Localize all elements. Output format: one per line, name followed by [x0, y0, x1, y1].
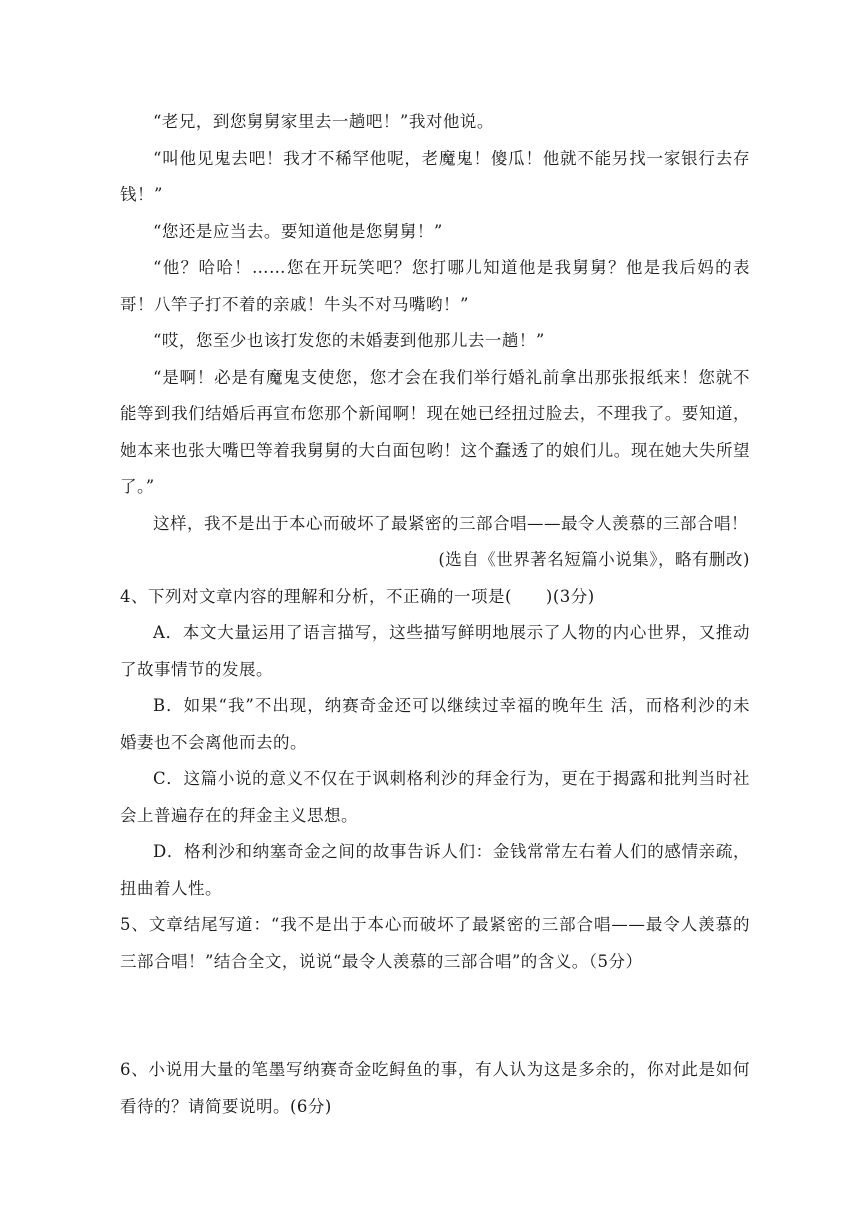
answer-space-5	[120, 980, 750, 1052]
story-paragraph-3: “您还是应当去。要知道他是您舅舅！”	[153, 221, 443, 241]
question-6-title: 6、小说用大量的笔墨写纳赛奇金吃鲟鱼的事，有人认为这是多余的，你对此是如何看待的？请简要说明。(6分)	[120, 1060, 750, 1116]
question-4-option-b: B．如果“我”不出现，纳赛奇金还可以继续过幸福的晚年生 活，而格利沙的未婚妻也不会离他而去的。	[120, 696, 750, 752]
question-4-title: 4、下列对文章内容的理解和分析，不正确的一项是( )(3分)	[120, 586, 595, 606]
story-paragraph-4: “他？哈哈！……您在开玩笑吧？您打哪儿知道他是我舅舅？他是我后妈的表哥！八竿子打不着的亲戚！牛头不对马嘴哟！”	[120, 258, 750, 314]
story-paragraph-5: “哎，您至少也该打发您的未婚妻到他那儿去一趟！”	[153, 331, 545, 350]
question-4-option-c: C．这篇小说的意义不仅在于讽刺格利沙的拜金行为，更在于揭露和批判当时社会上普遍存在的拜金主义思想。	[120, 769, 750, 825]
story-source: (选自《世界著名短篇小说集》，略有删改)	[438, 550, 750, 569]
story-paragraph-1: “老兄，到您舅舅家里去一趟吧！”我对他说。	[153, 112, 494, 131]
question-4-option-a: A．本文大量运用了语言描写，这些描写鲜明地展示了人物的内心世界，又推动了故事情节的发展。	[120, 623, 750, 679]
question-5-title: 5、文章结尾写道：“我不是出于本心而破坏了最紧密的三部合唱——最令人羡慕的三部合唱！”结合全文，说说“最令人羡慕的三部合唱”的含义。（5分）	[120, 915, 750, 971]
question-4	[120, 579, 750, 908]
question-5	[120, 907, 750, 980]
question-4-option-d: D．格利沙和纳塞奇金之间的故事告诉人们：金钱常常左右着人们的感情亲疏，扭曲着人性。	[120, 842, 750, 898]
question-6	[120, 1052, 750, 1125]
story-paragraph-2: “叫他见鬼去吧！我才不稀罕他呢，老魔鬼！傻瓜！他就不能另找一家银行去存钱！”	[120, 148, 750, 204]
story-paragraph-7: 这样，我不是出于本心而破坏了最紧密的三部合唱——最令人羡慕的三部合唱！	[153, 513, 748, 533]
document-content	[120, 104, 750, 1125]
story-paragraph-6: “是啊！必是有魔鬼支使您，您才会在我们举行婚礼前拿出那张报纸来！您就不能等到我们结婚后再宣布您那个新闻啊！现在她已经扭过脸去，不理我了。要知道，她本来也张大嘴巴等着我舅舅的大白面包哟！这个蠢透了的娘们儿。现在她大失所望了。”	[120, 367, 750, 496]
